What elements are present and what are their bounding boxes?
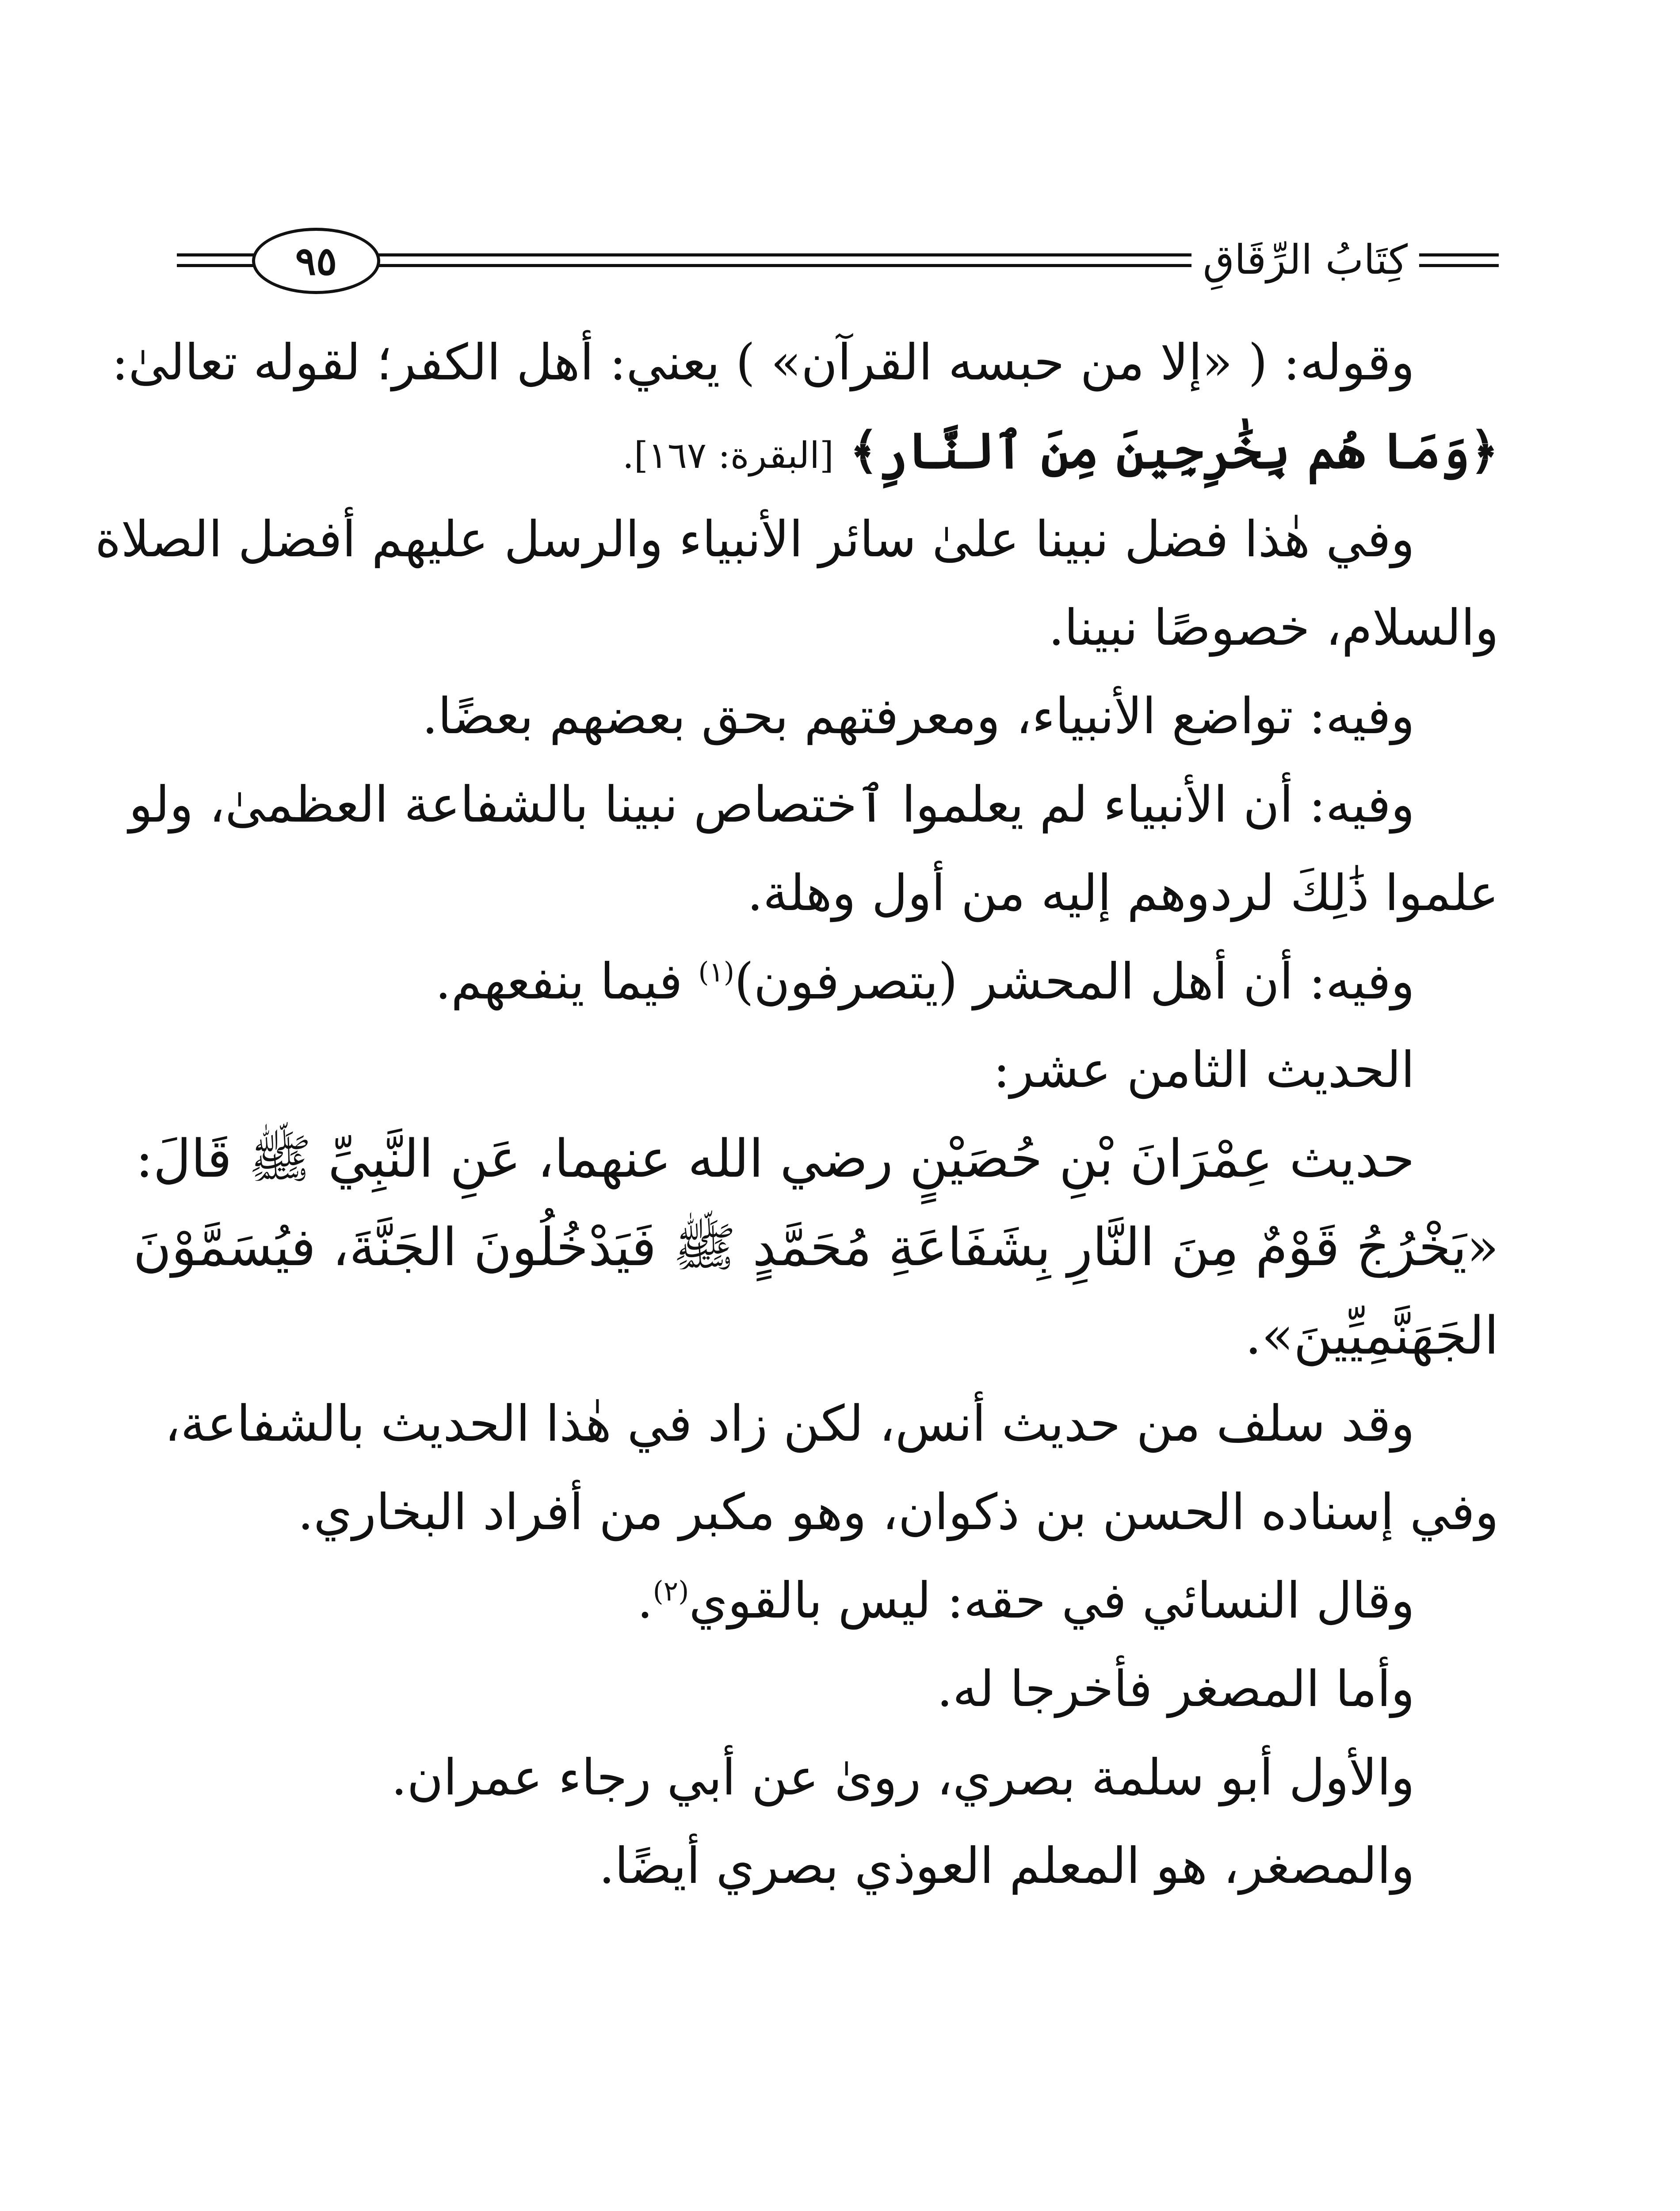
text-line: وفي إسناده الحسن بن ذكوان، وهو مكبر من أفراد البخاري. bbox=[298, 1484, 1499, 1541]
section-heading: الحديث الثامن عشر: bbox=[993, 1041, 1415, 1099]
text-segment: . bbox=[637, 1572, 653, 1630]
running-title: كِتَابُ الرِّقَاقِ bbox=[1191, 231, 1419, 289]
quran-verse: ﴿وَمَا هُم بِخَٰرِجِينَ مِنَ ٱلنَّارِ﴾ bbox=[849, 422, 1499, 480]
footnote-ref-2: (٢) bbox=[653, 1575, 689, 1607]
running-header bbox=[177, 228, 1499, 294]
footnote-ref-1: (١) bbox=[698, 956, 735, 988]
text-segment: فيما ينفعهم. bbox=[435, 953, 699, 1010]
page-number bbox=[252, 228, 380, 294]
text-line: والأول أبو سلمة بصري، روىٰ عن أبي رجاء عمران. bbox=[391, 1749, 1415, 1806]
text-line bbox=[177, 1557, 1499, 1645]
text-line bbox=[177, 937, 1499, 1026]
hadith-line: حديث عِمْرَانَ بْنِ حُصَيْنٍ رضي الله عنهما، عَنِ النَّبِيِّ ﷺ قَالَ: bbox=[135, 1128, 1415, 1189]
text-line: والسلام، خصوصًا نبينا. bbox=[1048, 599, 1499, 657]
text-line: علموا ذَٰلِكَ لردوهم إليه من أول وهلة. bbox=[747, 865, 1499, 922]
text-segment: وقال النسائي في حقه: ليس بالقوي bbox=[689, 1572, 1415, 1630]
quran-verse-line bbox=[177, 407, 1499, 495]
text-line: والمصغر، هو المعلم العوذي بصري أيضًا. bbox=[599, 1837, 1415, 1895]
hadith-line: «يَخْرُجُ قَوْمٌ مِنَ النَّارِ بِشَفَاعَةِ مُحَمَّدٍ ﷺ فَيَدْخُلُونَ الجَنَّةَ، فيُسَمَّوْنَ bbox=[133, 1216, 1499, 1278]
text-line: وقوله: ( «إلا من حبسه القرآن» ) يعني: أهل الكفر؛ لقوله تعالىٰ: bbox=[111, 334, 1415, 391]
text-line: وأما المصغر فأخرجا له. bbox=[937, 1660, 1415, 1718]
main-text bbox=[95, 318, 1499, 1910]
text-line: وفي هٰذا فضل نبينا علىٰ سائر الأنبياء والرسل عليهم أفضل الصلاة bbox=[95, 511, 1415, 568]
verse-reference: [البقرة: ١٦٧]. bbox=[622, 435, 834, 477]
text-line: وفيه: تواضع الأنبياء، ومعرفتهم بحق بعضهم بعضًا. bbox=[422, 688, 1415, 745]
text-line: وقد سلف من حديث أنس، لكن زاد في هٰذا الحديث بالشفاعة، bbox=[164, 1395, 1415, 1453]
hadith-line: الجَهَنَّمِيِّينَ». bbox=[1245, 1305, 1499, 1366]
text-segment: وفيه: أن أهل المحشر (يتصرفون) bbox=[734, 953, 1415, 1010]
text-line: وفيه: أن الأنبياء لم يعلموا ٱختصاص نبينا بالشفاعة العظمىٰ، ولو bbox=[129, 776, 1415, 834]
page-number-text: ٩٥ bbox=[295, 238, 337, 284]
